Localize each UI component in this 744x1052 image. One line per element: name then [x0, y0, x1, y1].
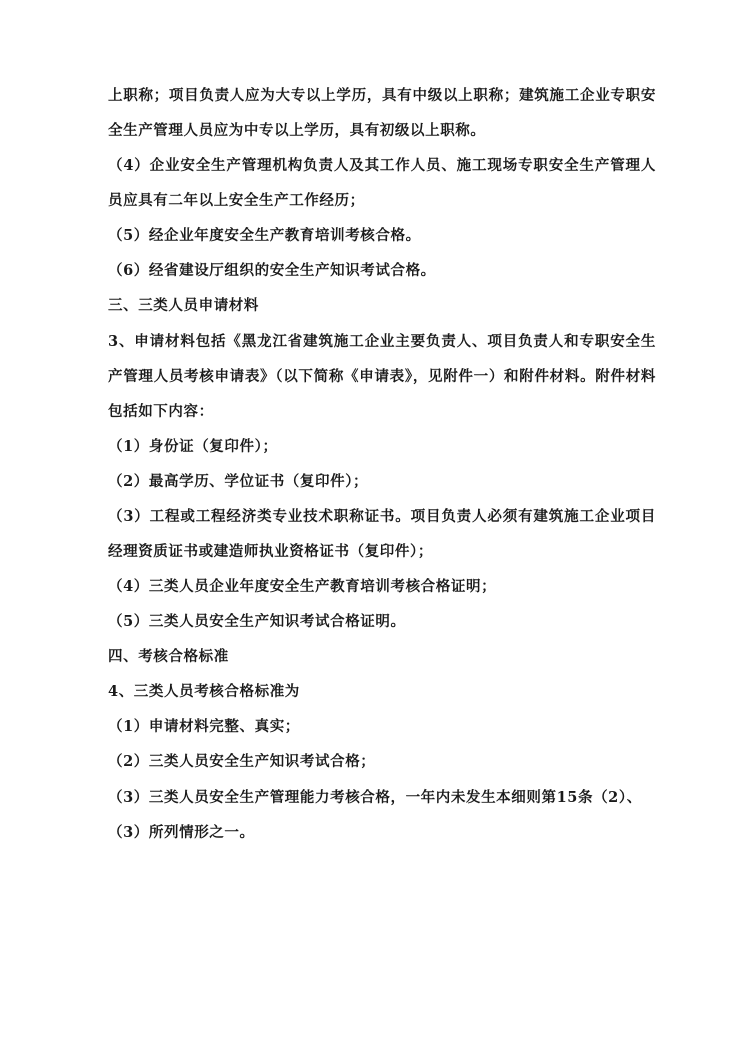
paragraph-11: （5）三类人员安全生产知识考试合格证明。 [108, 613, 406, 631]
paragraph-1: 上职称；项目负责人应为大专以上学历，具有中级以上职称；建筑施工企业专职安全生产管理人员应为中专以上学历，具有初级以上职称。 [108, 87, 656, 140]
paragraph-10: （4）三类人员企业年度安全生产教育培训考核合格证明； [108, 578, 497, 596]
paragraph-2: （4）企业安全生产管理机构负责人及其工作人员、施工现场专职安全生产管理人员应具有二年以上安全生产工作经历； [108, 157, 656, 210]
paragraph-4: （6）经省建设厅组织的安全生产知识考试合格。 [108, 262, 436, 280]
paragraph-9: （3）工程或工程经济类专业技术职称证书。项目负责人必须有建筑施工企业项目经理资质证书或建造师执业资格证书（复印件）； [108, 507, 656, 561]
section-heading-four: 四、考核合格标准 [108, 648, 229, 666]
paragraph-14: （1）申请材料完整、真实； [108, 718, 300, 736]
paragraph-6: 3、申请材料包括《黑龙江省建筑施工企业主要负责人、项目负责人和专职安全生产管理人员考核申请表》（以下简称《申请表》，见附件一）和附件材料。附件材料包括如下内容： [108, 332, 656, 420]
paragraph-17: （3）所列情形之一。 [108, 823, 255, 841]
section-heading-three: 三、三类人员申请材料 [108, 297, 259, 315]
paragraph-16: （3）三类人员安全生产管理能力考核合格，一年内未发生本细则第15条（2）、 [108, 788, 642, 806]
paragraph-8: （2）最高学历、学位证书（复印件）； [108, 472, 369, 490]
paragraph-3: （5）经企业年度安全生产教育培训考核合格。 [108, 227, 421, 245]
page-body [108, 78, 656, 850]
paragraph-13: 4、三类人员考核合格标准为 [108, 683, 300, 701]
paragraph-15: （2）三类人员安全生产知识考试合格； [108, 753, 376, 771]
paragraph-7: （1）身份证（复印件）； [108, 437, 278, 455]
